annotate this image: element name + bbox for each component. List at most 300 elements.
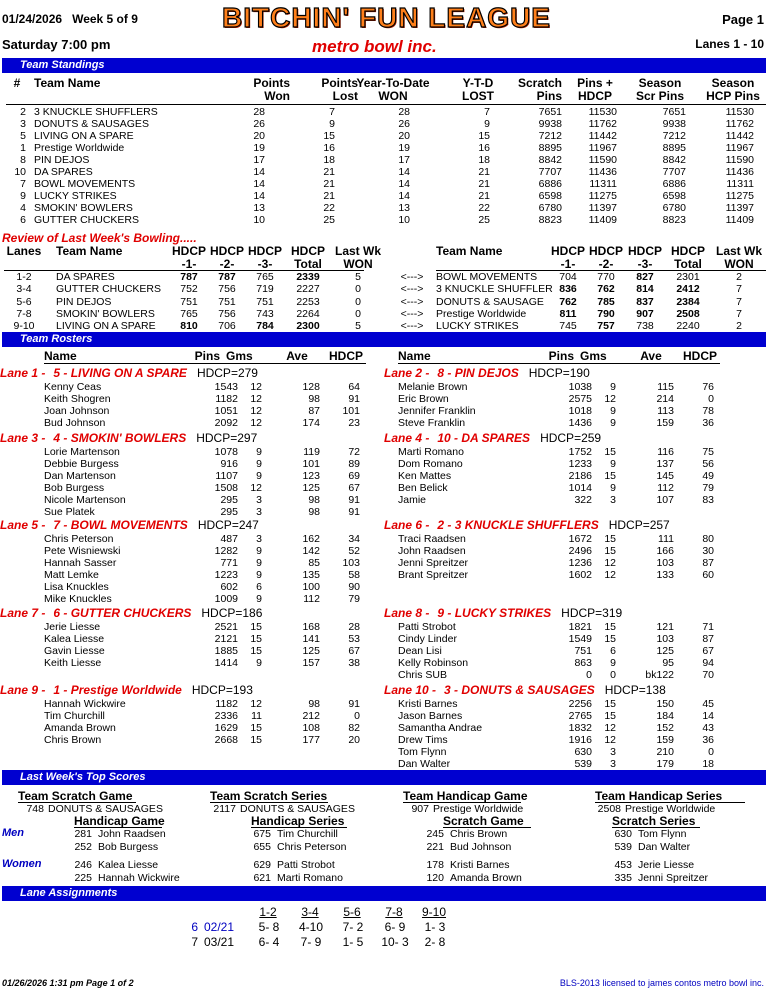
player-pins: 1629: [214, 722, 238, 734]
team-top-title: Team Scratch Game: [18, 789, 133, 803]
review-team-a: DA SPARES: [56, 271, 115, 283]
hdr-b-lastwk: [714, 245, 764, 271]
player-name: Ben Belick: [398, 482, 448, 494]
pins-hdcp: 11436: [588, 166, 617, 178]
points-won: 26: [253, 118, 265, 130]
standings-row: [0, 118, 768, 130]
player-pins: 295: [220, 506, 238, 518]
player-games: 12: [604, 393, 616, 405]
player-hdcp: 36: [702, 734, 714, 746]
player-hdcp: 78: [702, 405, 714, 417]
season-hcp-pins: 11442: [725, 130, 754, 142]
top-scores-banner: Last Week's Top Scores: [2, 770, 766, 785]
team-number: 9: [20, 190, 26, 202]
review-row: [0, 296, 768, 308]
player-average: 137: [656, 458, 674, 470]
review-b-score: 2240: [676, 320, 700, 333]
player-pins: 1078: [214, 446, 238, 458]
player-pins: 0: [586, 669, 592, 681]
hdr-gms: Gms: [226, 349, 253, 363]
player-name: Joan Johnson: [44, 405, 110, 417]
player-pins: 751: [574, 645, 592, 657]
scratch-pins: 6886: [538, 178, 562, 190]
points-lost: 21: [323, 166, 335, 178]
review-b-score: 2508: [676, 307, 700, 320]
season-hcp-pins: 11762: [725, 118, 754, 130]
review-team-b: LUCKY STRIKES: [436, 320, 519, 333]
lane-assign-pair: 6- 4: [258, 935, 280, 949]
player-name: Jenni Spreitzer: [398, 557, 469, 569]
hdr-b-g1-line2: -1-: [560, 257, 576, 271]
hdr-pins: Pins: [194, 349, 220, 363]
player-hdcp: 60: [702, 569, 714, 581]
hdr-season-scr: [630, 77, 690, 103]
season-hcp-pins: 11275: [725, 190, 754, 202]
player-pins: 1182: [215, 698, 238, 710]
player-average: 107: [656, 494, 674, 506]
player-name: Sue Platek: [44, 506, 95, 518]
player-hdcp: 67: [702, 645, 714, 657]
ytd-lost: 15: [478, 130, 490, 142]
hdr-ave: Ave: [286, 349, 308, 363]
player-average: 108: [302, 722, 320, 734]
women-top-name: Hannah Wickwire: [98, 871, 180, 884]
player-pins: 1508: [214, 482, 238, 494]
player-average: 210: [656, 746, 674, 758]
report-date: 01/24/2026: [2, 12, 63, 26]
player-pins: 1009: [214, 593, 238, 605]
player-hdcp: 38: [348, 657, 360, 669]
player-average: 125: [302, 482, 320, 494]
ytd-lost: 21: [478, 190, 490, 202]
player-hdcp: 23: [348, 417, 360, 429]
review-a-score: 743: [256, 307, 274, 320]
team-number: 5: [20, 130, 26, 142]
player-games: 9: [256, 545, 262, 557]
player-hdcp: 75: [702, 446, 714, 458]
player-name: Ken Mattes: [398, 470, 452, 482]
team-top-title: Team Scratch Series: [210, 789, 328, 803]
team-number: 6: [20, 214, 26, 226]
review-row: [0, 308, 768, 320]
review-a-score: 2300: [296, 320, 320, 333]
player-name: Melanie Brown: [398, 381, 468, 393]
player-hdcp: 53: [348, 633, 360, 645]
points-lost: 18: [323, 154, 335, 166]
pins-hdcp: 11590: [588, 154, 617, 166]
review-lanes: 9-10: [13, 320, 35, 333]
review-a-won: 0: [355, 307, 361, 320]
player-games: 15: [250, 645, 262, 657]
review-a-score: 2253: [296, 295, 320, 308]
player-games: 15: [604, 621, 616, 633]
player-name: Bud Johnson: [44, 417, 106, 429]
hdr-points-lost: [296, 77, 358, 103]
season-hcp-pins: 11397: [725, 202, 754, 214]
hdr-name: Name: [398, 349, 431, 363]
lane-team-hdcp: HDCP=186: [201, 606, 263, 620]
men-top-name: Tim Churchill: [277, 828, 338, 840]
hdr-season-scr-line2: Scr Pins: [635, 89, 685, 103]
player-pins: 1916: [568, 734, 592, 746]
player-hdcp: 58: [348, 569, 360, 581]
player-hdcp: 28: [348, 621, 360, 633]
player-games: 9: [256, 569, 262, 581]
player-games: 15: [604, 698, 616, 710]
player-name: Samantha Andrae: [398, 722, 483, 734]
league-title: BITCHIN' FUN LEAGUE: [222, 2, 551, 33]
review-arrow: <--->: [400, 320, 424, 333]
player-games: 9: [256, 657, 262, 669]
player-hdcp: 30: [702, 545, 714, 557]
lane-team-title: [0, 606, 262, 620]
player-games: 9: [256, 593, 262, 605]
player-games: 9: [610, 657, 616, 669]
hdr-pins-hdcp: [572, 77, 618, 103]
review-a-score: 787: [180, 271, 198, 283]
player-hdcp: 69: [348, 470, 360, 482]
women-label: Women: [2, 858, 42, 870]
player-games: 9: [610, 482, 616, 494]
roster-player-row: [0, 482, 768, 494]
player-pins: 1223: [214, 569, 238, 581]
season-hcp-pins: 11436: [725, 166, 754, 178]
player-average: 115: [657, 381, 674, 393]
roster-player-row: [0, 633, 768, 645]
points-lost: 7: [329, 106, 335, 118]
player-name: Gavin Liesse: [44, 645, 105, 657]
roster-player-row: [0, 446, 768, 458]
player-pins: 863: [574, 657, 592, 669]
report-week: Week 5 of 9: [72, 12, 138, 26]
player-name: Lorie Martenson: [44, 446, 120, 458]
ytd-won: 20: [398, 130, 410, 142]
points-won: 10: [253, 214, 265, 226]
player-pins: 1821: [568, 621, 592, 633]
player-pins: 1602: [568, 569, 592, 581]
lane-assign-date: 02/21: [204, 920, 235, 934]
lane-team-name: 7 - BOWL MOVEMENTS: [53, 518, 188, 532]
ytd-won: 14: [398, 178, 410, 190]
player-average: 103: [656, 633, 674, 645]
lane-team-title: [0, 431, 257, 445]
lane-team-hdcp: HDCP=190: [528, 366, 590, 380]
women-top-name: Marti Romano: [277, 871, 343, 884]
women-top-name: Jerie Liesse: [638, 859, 695, 871]
lane-team-name: 4 - SMOKIN' BOWLERS: [53, 431, 187, 445]
player-hdcp: 72: [348, 446, 360, 458]
team-name: Prestige Worldwide: [34, 142, 125, 154]
player-pins: 1233: [568, 458, 592, 470]
player-games: 15: [604, 545, 616, 557]
hdr-a-total: [288, 245, 328, 271]
review-a-won: 0: [355, 295, 361, 308]
points-won: 19: [253, 142, 265, 154]
season-hcp-pins: 11590: [725, 154, 754, 166]
player-average: 184: [656, 710, 674, 722]
hdr-scratch-pins: [508, 77, 562, 103]
lane-team-name: 10 - DA SPARES: [437, 431, 531, 445]
hdr-team: [34, 77, 154, 90]
player-name: Kristi Barnes: [398, 698, 458, 710]
lane-assign-pair: 1- 3: [424, 920, 446, 934]
player-pins: 2668: [214, 734, 238, 746]
review-a-score: 751: [218, 295, 236, 308]
lane-label: Lane 8 -: [384, 606, 430, 620]
review-team-a: SMOKIN' BOWLERS: [56, 307, 155, 320]
hdr-a-g2: [210, 245, 244, 271]
women-top-name: Kalea Liesse: [98, 859, 159, 871]
player-hdcp: 43: [702, 722, 714, 734]
review-a-score: 751: [180, 295, 198, 308]
standings-header-rule: [6, 104, 766, 105]
lane-team-hdcp: HDCP=138: [604, 683, 666, 697]
player-pins: 630: [574, 746, 592, 758]
team-number: 1: [20, 142, 26, 154]
hdr-a-g1: [172, 245, 206, 271]
standings-row: [0, 166, 768, 178]
season-hcp-pins: 11409: [725, 214, 754, 226]
ytd-lost: 21: [478, 166, 490, 178]
women-top-row: [0, 859, 768, 871]
lane-assign-pair: 5- 8: [258, 920, 280, 934]
player-games: 3: [610, 494, 616, 506]
lane-assign-week: 6: [191, 920, 198, 934]
review-a-score: 765: [180, 307, 198, 320]
player-name: Tim Churchill: [44, 710, 105, 722]
player-name: Hannah Sasser: [44, 557, 117, 569]
season-scr-pins: 7651: [662, 106, 686, 118]
player-hdcp: 20: [348, 734, 360, 746]
team-name: PIN DEJOS: [34, 154, 90, 166]
hdr-team-b: [436, 245, 546, 258]
player-hdcp: 0: [708, 393, 714, 405]
review-b-won: 2: [736, 271, 742, 283]
review-b-score: 2412: [676, 283, 700, 296]
scratch-pins: 7707: [538, 166, 562, 178]
standings-row: [0, 202, 768, 214]
lane-label: Lane 3 -: [0, 431, 46, 445]
women-top-name: Patti Strobot: [277, 859, 335, 871]
ytd-lost: 21: [478, 178, 490, 190]
women-top-score: 629: [253, 859, 271, 871]
hdr-lanes-line2: Lanes: [6, 244, 42, 258]
player-name: Keith Liesse: [44, 657, 102, 669]
player-pins: 295: [220, 494, 238, 506]
standings-row: [0, 142, 768, 154]
player-games: 12: [250, 381, 262, 393]
hdr-num-line2: #: [13, 76, 21, 90]
player-games: 12: [250, 698, 262, 710]
roster-player-row: [0, 593, 768, 605]
season-scr-pins: 8823: [662, 214, 686, 226]
review-b-score: 738: [636, 320, 654, 333]
standings-row: [0, 178, 768, 190]
roster-player-row: [0, 669, 768, 681]
lane-team-hdcp: HDCP=247: [197, 518, 259, 532]
review-b-score: 907: [636, 307, 654, 320]
review-row: [0, 271, 768, 283]
player-hdcp: 52: [348, 545, 360, 557]
hdr-pins-hdcp-line2: HDCP: [577, 89, 612, 103]
page-number: Page 1: [722, 12, 764, 27]
team-name: DA SPARES: [34, 166, 93, 178]
team-name: LIVING ON A SPARE: [34, 130, 134, 142]
review-a-score: 719: [256, 283, 274, 296]
standings-row: [0, 130, 768, 142]
men-top-score: 655: [253, 840, 271, 853]
individual-top-title: Scratch Series: [612, 814, 696, 828]
day-time: Saturday 7:00 pm: [2, 37, 111, 52]
player-games: 9: [256, 557, 262, 569]
player-name: Matt Lemke: [44, 569, 99, 581]
lane-team-hdcp: HDCP=297: [196, 431, 258, 445]
player-average: 98: [308, 393, 320, 405]
hdr-team-a: [56, 245, 166, 258]
hdr-points-lost-line2: Lost: [332, 89, 358, 103]
scratch-pins: 6780: [538, 202, 562, 214]
points-won: 14: [253, 190, 265, 202]
team-number: 2: [20, 106, 26, 118]
review-arrow: <--->: [400, 283, 424, 296]
roster-player-row: [0, 506, 768, 518]
hdr-a-total-line2: Total: [294, 257, 322, 271]
player-average: 119: [303, 446, 320, 458]
player-games: 12: [250, 482, 262, 494]
player-name: Nicole Martenson: [44, 494, 126, 506]
hdr-b-g1-line1: HDCP: [551, 244, 586, 258]
player-name: Bob Burgess: [44, 482, 105, 494]
hdr-b-g3-line1: HDCP: [628, 244, 663, 258]
lane-label: Lane 6 -: [384, 518, 430, 532]
hdr-a-lastwk-line2: WON: [343, 257, 373, 271]
season-scr-pins: 7212: [662, 130, 686, 142]
review-a-won: 5: [355, 271, 361, 283]
pins-hdcp: 11409: [588, 214, 617, 226]
review-arrow: <--->: [400, 271, 424, 283]
lane-assign-col: 3-4: [301, 905, 319, 919]
player-name: Marti Romano: [398, 446, 464, 458]
team-top-score: 907: [411, 803, 429, 815]
hdr-scratch-pins-line2: Pins: [536, 89, 562, 103]
men-top-name: Dan Walter: [638, 840, 691, 853]
player-pins: 1282: [214, 545, 238, 557]
review-lanes: 5-6: [16, 295, 32, 308]
player-average: 112: [657, 482, 674, 494]
hdr-num: [8, 77, 26, 90]
roster-player-row: [0, 405, 768, 417]
roster-player-row: [0, 645, 768, 657]
men-top-score: 221: [426, 840, 444, 853]
player-average: 142: [302, 545, 320, 557]
lane-team-hdcp: HDCP=319: [561, 606, 623, 620]
lane-team-title: [384, 431, 601, 445]
player-name: Steve Franklin: [398, 417, 466, 429]
lane-label: Lane 7 -: [0, 606, 46, 620]
lane-assignments-banner: Lane Assignments: [2, 886, 766, 901]
player-average: 101: [302, 458, 320, 470]
ytd-lost: 16: [478, 142, 490, 154]
roster-player-row: [0, 458, 768, 470]
lane-assign-pair: 7- 2: [342, 920, 364, 934]
player-average: 145: [656, 470, 674, 482]
lane-assign-pair: 4-10: [298, 920, 324, 934]
roster-player-row: [0, 758, 768, 770]
roster-player-row: [0, 557, 768, 569]
lane-team-title: [384, 683, 666, 697]
ytd-won: 10: [398, 214, 410, 226]
lane-team-hdcp: HDCP=193: [191, 683, 253, 697]
hdr-points-won-line2: Won: [264, 89, 290, 103]
lane-label: Lane 4 -: [384, 431, 430, 445]
review-a-score: 765: [256, 271, 274, 283]
review-lanes: 1-2: [16, 271, 32, 283]
player-pins: 1051: [214, 405, 238, 417]
player-hdcp: 101: [342, 405, 360, 417]
player-hdcp: 67: [348, 482, 360, 494]
player-average: 98: [308, 506, 320, 518]
lane-team-name: 2 - 3 KNUCKLE SHUFFLERS: [437, 518, 599, 532]
hdr-b-g2-line2: -2-: [598, 257, 614, 271]
ytd-lost: 9: [484, 118, 490, 130]
hdr-pins: Pins: [548, 349, 574, 363]
points-won: 13: [253, 202, 265, 214]
player-average: 121: [656, 621, 674, 633]
lane-team-title: [384, 518, 670, 532]
team-name: 3 KNUCKLE SHUFFLERS: [34, 106, 158, 118]
hdr-gms: Gms: [580, 349, 607, 363]
lane-assign-date: 03/21: [204, 935, 235, 949]
lane-assign-col: 1-2: [259, 905, 277, 919]
player-hdcp: 94: [702, 657, 714, 669]
player-average: 116: [657, 446, 674, 458]
ytd-won: 26: [398, 118, 410, 130]
player-games: 3: [610, 746, 616, 758]
player-name: Dan Martenson: [44, 470, 116, 482]
pins-hdcp: 11397: [588, 202, 617, 214]
review-b-score: 2301: [676, 271, 700, 283]
team-name: BOWL MOVEMENTS: [34, 178, 136, 190]
lane-label: Lane 9 -: [0, 683, 46, 697]
hdr-ytd-lost-line1: Y-T-D: [462, 76, 494, 90]
player-name: Dan Walter: [398, 758, 451, 770]
player-pins: 1018: [568, 405, 592, 417]
player-name: Chris SUB: [398, 669, 448, 681]
review-lanes: 7-8: [16, 307, 32, 320]
review-team-b: BOWL MOVEMENTS: [436, 271, 538, 283]
review-a-score: 756: [218, 283, 236, 296]
review-row: [0, 320, 768, 332]
ytd-won: 28: [398, 106, 410, 118]
player-name: Brant Spreitzer: [398, 569, 469, 581]
lane-assign-pair: 10- 3: [381, 935, 409, 949]
review-b-score: 814: [636, 283, 654, 296]
hdr-season-hcp-line1: Season: [711, 76, 755, 90]
player-pins: 602: [220, 581, 238, 593]
lane-assign-week: 7: [191, 935, 198, 949]
player-average: 128: [302, 381, 320, 393]
team-top-name: Prestige Worldwide: [625, 803, 716, 815]
team-top-title: Team Handicap Series: [595, 789, 723, 803]
hdr-ytd-lost: [448, 77, 508, 103]
player-pins: 1414: [214, 657, 238, 669]
team-top-score: 2117: [213, 803, 236, 815]
team-top-title: Team Handicap Game: [403, 789, 528, 803]
review-b-score: 827: [636, 271, 654, 283]
player-pins: 1543: [214, 381, 238, 393]
player-average: 162: [302, 533, 320, 545]
review-b-score: 785: [597, 295, 615, 308]
